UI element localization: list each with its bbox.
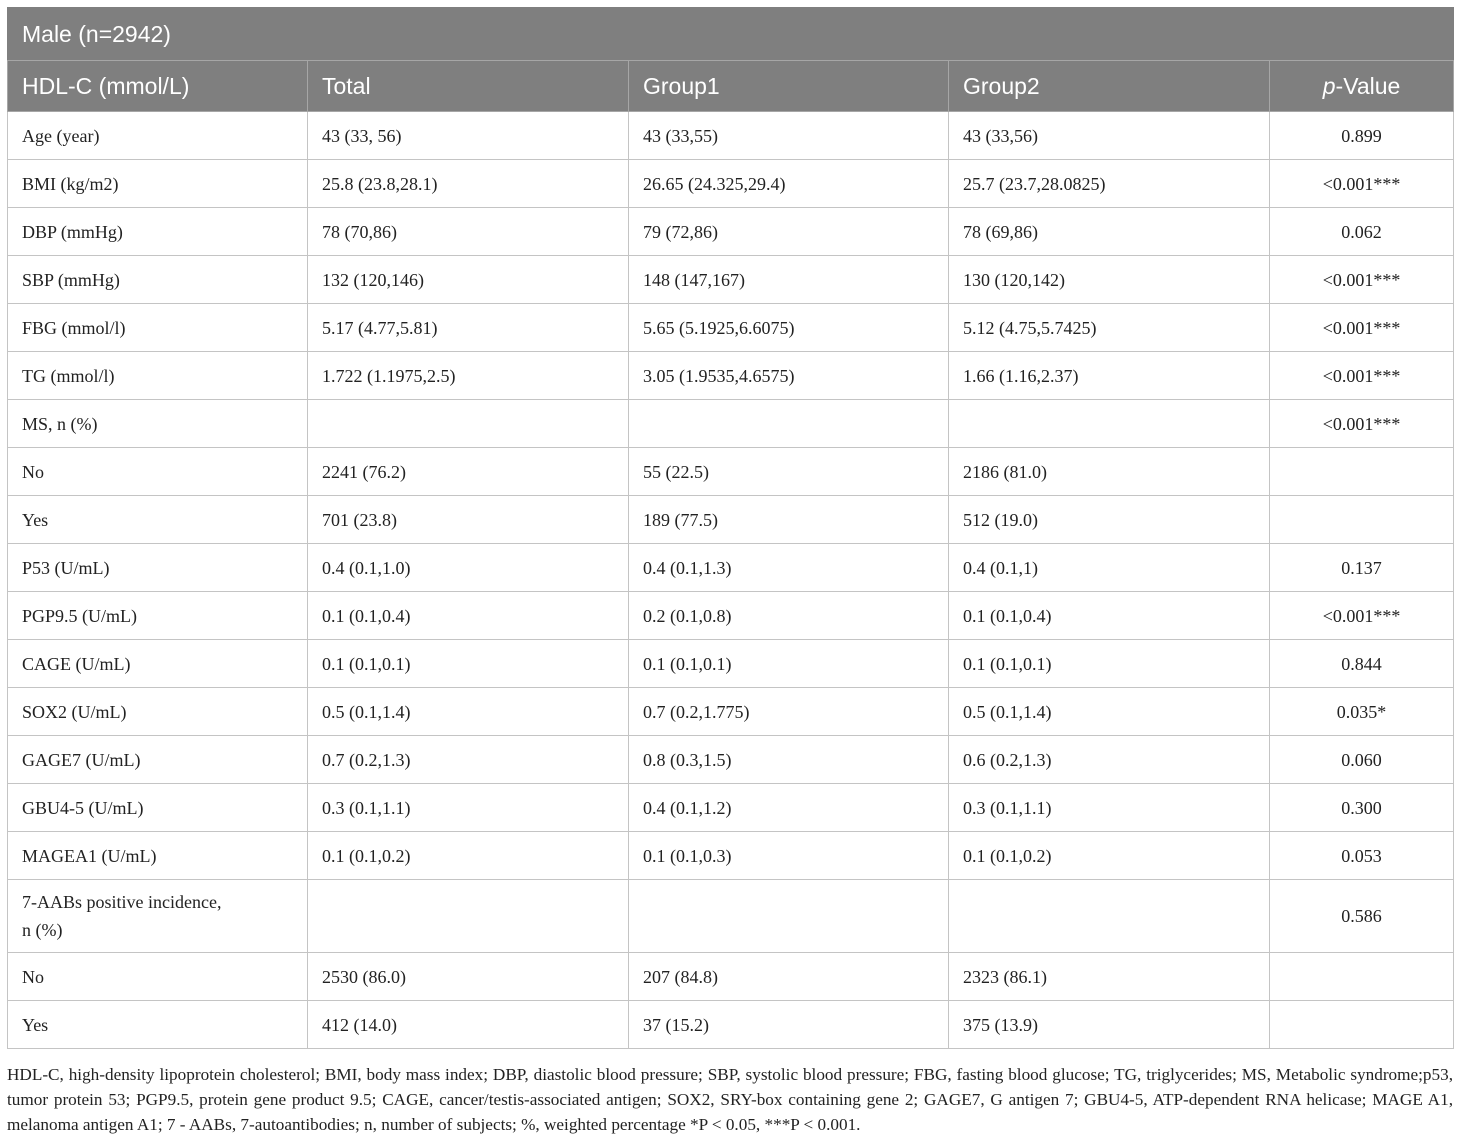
cell-group2: 5.12 (4.75,5.7425) — [949, 304, 1270, 352]
header-p-rest: -Value — [1335, 72, 1401, 99]
cell-total: 412 (14.0) — [308, 1001, 629, 1049]
cell-total: 78 (70,86) — [308, 208, 629, 256]
table-row — [8, 640, 1454, 688]
header-variable: HDL-C (mmol/L) — [8, 61, 308, 112]
table-row — [8, 208, 1454, 256]
row-label: No — [8, 448, 308, 496]
data-table — [7, 7, 1454, 1049]
row-label: SBP (mmHg) — [8, 256, 308, 304]
header-group1: Group1 — [629, 61, 949, 112]
cell-group2: 0.6 (0.2,1.3) — [949, 736, 1270, 784]
table-row — [8, 352, 1454, 400]
cell-total: 2530 (86.0) — [308, 953, 629, 1001]
cell-total: 5.17 (4.77,5.81) — [308, 304, 629, 352]
cell-group1: 0.1 (0.1,0.1) — [629, 640, 949, 688]
data-table-container — [7, 7, 1453, 1049]
cell-group2: 2186 (81.0) — [949, 448, 1270, 496]
table-row — [8, 256, 1454, 304]
cell-p-value — [1270, 496, 1454, 544]
table-title: Male (n=2942) — [8, 8, 1454, 61]
cell-group1: 43 (33,55) — [629, 112, 949, 160]
cell-group2: 0.4 (0.1,1) — [949, 544, 1270, 592]
cell-p-value: 0.053 — [1270, 832, 1454, 880]
cell-group2: 43 (33,56) — [949, 112, 1270, 160]
cell-group1: 0.7 (0.2,1.775) — [629, 688, 949, 736]
cell-total: 43 (33, 56) — [308, 112, 629, 160]
cell-p-value: <0.001*** — [1270, 400, 1454, 448]
table-row — [8, 880, 1454, 953]
cell-group2 — [949, 880, 1270, 953]
cell-group1: 0.2 (0.1,0.8) — [629, 592, 949, 640]
row-label: Yes — [8, 496, 308, 544]
header-p-italic: p — [1322, 72, 1336, 99]
table-footnote: HDL-C, high-density lipoprotein cholesterol; BMI, body mass index; DBP, diastolic blood pressure; SBP, systolic blood pressure; FBG, fasting blood glucose; TG, triglycerides; MS, Metabolic syndrome;p53, tumor protein 53; PGP9.5, protein gene product 9.5; CAGE, cancer/testis-associated antigen; SOX2, SRY-box containing gene 2; GAGE7, G antigen 7; GBU4-5, ATP-dependent RNA helicase; MAGE A1, melanoma antigen A1; 7 - AABs, 7-autoantibodies; n, number of subjects; %, weighted percentage *P < 0.05, ***P < 0.001. — [7, 1065, 1453, 1134]
row-label: Yes — [8, 1001, 308, 1049]
cell-total: 0.3 (0.1,1.1) — [308, 784, 629, 832]
table-row — [8, 688, 1454, 736]
row-label — [8, 880, 308, 953]
table-row — [8, 496, 1454, 544]
row-label: No — [8, 953, 308, 1001]
cell-total: 0.5 (0.1,1.4) — [308, 688, 629, 736]
row-label: Age (year) — [8, 112, 308, 160]
cell-group2: 0.3 (0.1,1.1) — [949, 784, 1270, 832]
cell-group1: 3.05 (1.9535,4.6575) — [629, 352, 949, 400]
row-label: MS, n (%) — [8, 400, 308, 448]
row-label: PGP9.5 (U/mL) — [8, 592, 308, 640]
cell-p-value: 0.060 — [1270, 736, 1454, 784]
cell-group1 — [629, 880, 949, 953]
table-row — [8, 448, 1454, 496]
cell-group1: 207 (84.8) — [629, 953, 949, 1001]
header-p-value — [1270, 61, 1454, 112]
row-label: TG (mmol/l) — [8, 352, 308, 400]
cell-p-value — [1270, 953, 1454, 1001]
table-row — [8, 112, 1454, 160]
cell-group1: 0.4 (0.1,1.2) — [629, 784, 949, 832]
row-label: P53 (U/mL) — [8, 544, 308, 592]
row-label-line2: n (%) — [22, 920, 63, 940]
cell-group2: 0.5 (0.1,1.4) — [949, 688, 1270, 736]
row-label: BMI (kg/m2) — [8, 160, 308, 208]
cell-p-value: 0.899 — [1270, 112, 1454, 160]
row-label: SOX2 (U/mL) — [8, 688, 308, 736]
cell-group1 — [629, 400, 949, 448]
header-group2: Group2 — [949, 61, 1270, 112]
row-label: GAGE7 (U/mL) — [8, 736, 308, 784]
cell-p-value: 0.844 — [1270, 640, 1454, 688]
cell-group2: 0.1 (0.1,0.2) — [949, 832, 1270, 880]
cell-p-value: 0.586 — [1270, 880, 1454, 953]
cell-p-value: <0.001*** — [1270, 256, 1454, 304]
cell-group2: 375 (13.9) — [949, 1001, 1270, 1049]
cell-total — [308, 400, 629, 448]
cell-group2: 2323 (86.1) — [949, 953, 1270, 1001]
table-row — [8, 304, 1454, 352]
row-label-line1: 7-AABs positive incidence, — [22, 892, 222, 912]
cell-group1: 55 (22.5) — [629, 448, 949, 496]
cell-group1: 26.65 (24.325,29.4) — [629, 160, 949, 208]
table-row — [8, 736, 1454, 784]
cell-total: 701 (23.8) — [308, 496, 629, 544]
row-label: GBU4-5 (U/mL) — [8, 784, 308, 832]
cell-total: 2241 (76.2) — [308, 448, 629, 496]
table-row — [8, 592, 1454, 640]
cell-group1: 79 (72,86) — [629, 208, 949, 256]
cell-group1: 37 (15.2) — [629, 1001, 949, 1049]
cell-total: 132 (120,146) — [308, 256, 629, 304]
cell-p-value: <0.001*** — [1270, 352, 1454, 400]
cell-p-value: 0.300 — [1270, 784, 1454, 832]
cell-group1: 5.65 (5.1925,6.6075) — [629, 304, 949, 352]
table-title-row — [8, 8, 1454, 61]
cell-p-value: 0.137 — [1270, 544, 1454, 592]
cell-group1: 0.8 (0.3,1.5) — [629, 736, 949, 784]
cell-p-value: 0.035* — [1270, 688, 1454, 736]
cell-total: 0.4 (0.1,1.0) — [308, 544, 629, 592]
cell-group2: 512 (19.0) — [949, 496, 1270, 544]
row-label: CAGE (U/mL) — [8, 640, 308, 688]
table-header-row — [8, 61, 1454, 112]
cell-total: 25.8 (23.8,28.1) — [308, 160, 629, 208]
row-label: DBP (mmHg) — [8, 208, 308, 256]
header-total: Total — [308, 61, 629, 112]
cell-total: 0.1 (0.1,0.2) — [308, 832, 629, 880]
row-label: MAGEA1 (U/mL) — [8, 832, 308, 880]
cell-p-value: <0.001*** — [1270, 304, 1454, 352]
cell-group2 — [949, 400, 1270, 448]
table-row — [8, 400, 1454, 448]
cell-p-value — [1270, 1001, 1454, 1049]
cell-group2: 0.1 (0.1,0.4) — [949, 592, 1270, 640]
row-label: FBG (mmol/l) — [8, 304, 308, 352]
cell-p-value: <0.001*** — [1270, 592, 1454, 640]
cell-group2: 25.7 (23.7,28.0825) — [949, 160, 1270, 208]
cell-total: 0.1 (0.1,0.4) — [308, 592, 629, 640]
cell-group1: 189 (77.5) — [629, 496, 949, 544]
cell-total: 0.7 (0.2,1.3) — [308, 736, 629, 784]
cell-p-value: 0.062 — [1270, 208, 1454, 256]
table-row — [8, 544, 1454, 592]
cell-group2: 78 (69,86) — [949, 208, 1270, 256]
table-row — [8, 832, 1454, 880]
cell-group2: 130 (120,142) — [949, 256, 1270, 304]
cell-total — [308, 880, 629, 953]
table-row — [8, 953, 1454, 1001]
cell-group2: 0.1 (0.1,0.1) — [949, 640, 1270, 688]
cell-group1: 148 (147,167) — [629, 256, 949, 304]
table-row — [8, 160, 1454, 208]
cell-total: 1.722 (1.1975,2.5) — [308, 352, 629, 400]
cell-p-value — [1270, 448, 1454, 496]
cell-group1: 0.4 (0.1,1.3) — [629, 544, 949, 592]
cell-total: 0.1 (0.1,0.1) — [308, 640, 629, 688]
table-row — [8, 784, 1454, 832]
cell-p-value: <0.001*** — [1270, 160, 1454, 208]
cell-group1: 0.1 (0.1,0.3) — [629, 832, 949, 880]
cell-group2: 1.66 (1.16,2.37) — [949, 352, 1270, 400]
table-row — [8, 1001, 1454, 1049]
